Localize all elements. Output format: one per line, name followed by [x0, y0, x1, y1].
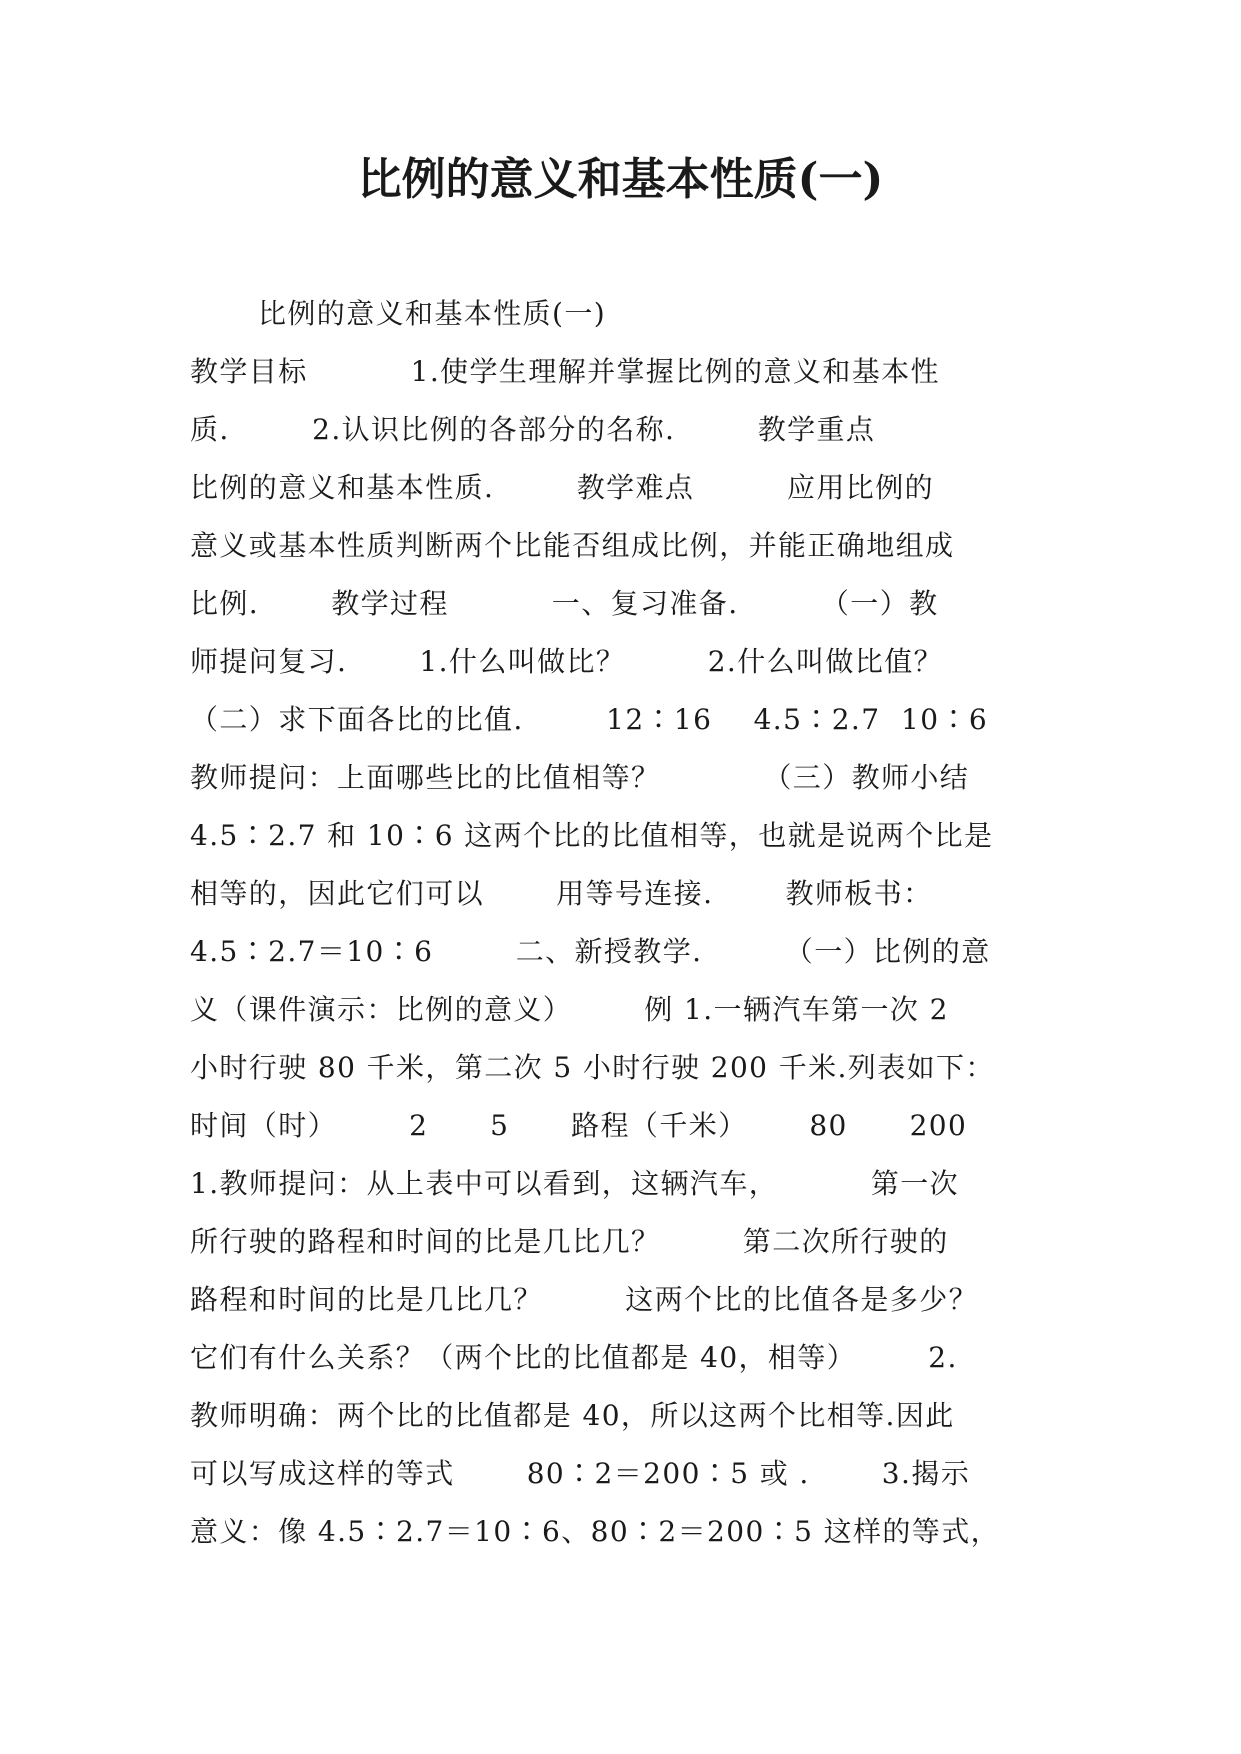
body-line: （二）求下面各比的比值. 12∶16 4.5∶2.7 10∶6 — [190, 703, 989, 736]
body-line: 可以写成这样的等式 80∶2＝200∶5 或 . 3.揭示 — [190, 1457, 971, 1490]
body-line: 时间（时） 2 5 路程（千米） 80 200 — [190, 1109, 968, 1142]
body-line: 质. 2.认识比例的各部分的名称. 教学重点 — [190, 413, 876, 446]
body-line: 义（课件演示：比例的意义） 例 1.一辆汽车第一次 2 — [190, 993, 949, 1026]
body-line: 教学目标 1.使学生理解并掌握比例的意义和基本性 — [190, 355, 940, 388]
body-line: 路程和时间的比是几比几？ 这两个比的比值各是多少？ — [190, 1283, 979, 1316]
body-line: 师提问复习. 1.什么叫做比？ 2.什么叫做比值？ — [190, 645, 944, 678]
body-line: 教师明确：两个比的比值都是 40，所以这两个比相等.因此 — [190, 1399, 955, 1432]
body-line: 比例. 教学过程 一、复习准备. （一）教 — [190, 587, 939, 620]
document-title: 比例的意义和基本性质(一) — [357, 154, 884, 205]
body-line: 相等的，因此它们可以 用等号连接. 教师板书： — [190, 877, 933, 910]
body-line-subtitle: 比例的意义和基本性质(一) — [258, 297, 607, 330]
body-line: 所行驶的路程和时间的比是几比几？ 第二次所行驶的 — [190, 1225, 949, 1258]
document-body — [190, 285, 1050, 1561]
body-line: 教师提问：上面哪些比的比值相等？ （三）教师小结 — [190, 761, 970, 794]
body-line: 小时行驶 80 千米，第二次 5 小时行驶 200 千米.列表如下： — [190, 1051, 995, 1084]
body-line: 比例的意义和基本性质. 教学难点 应用比例的 — [190, 471, 935, 504]
body-line: 意义或基本性质判断两个比能否组成比例，并能正确地组成 — [190, 529, 955, 562]
body-line: 意义：像 4.5∶2.7＝10∶6、80∶2＝200∶5 这样的等式， — [190, 1515, 1001, 1548]
body-line: 4.5∶2.7＝10∶6 二、新授教学. （一）比例的意 — [190, 935, 991, 968]
body-line: 1.教师提问：从上表中可以看到，这辆汽车， 第一次 — [190, 1167, 960, 1200]
body-line: 它们有什么关系？（两个比的比值都是 40，相等） 2. — [190, 1341, 958, 1374]
body-line: 4.5∶2.7 和 10∶6 这两个比的比值相等，也就是说两个比是 — [190, 819, 994, 852]
